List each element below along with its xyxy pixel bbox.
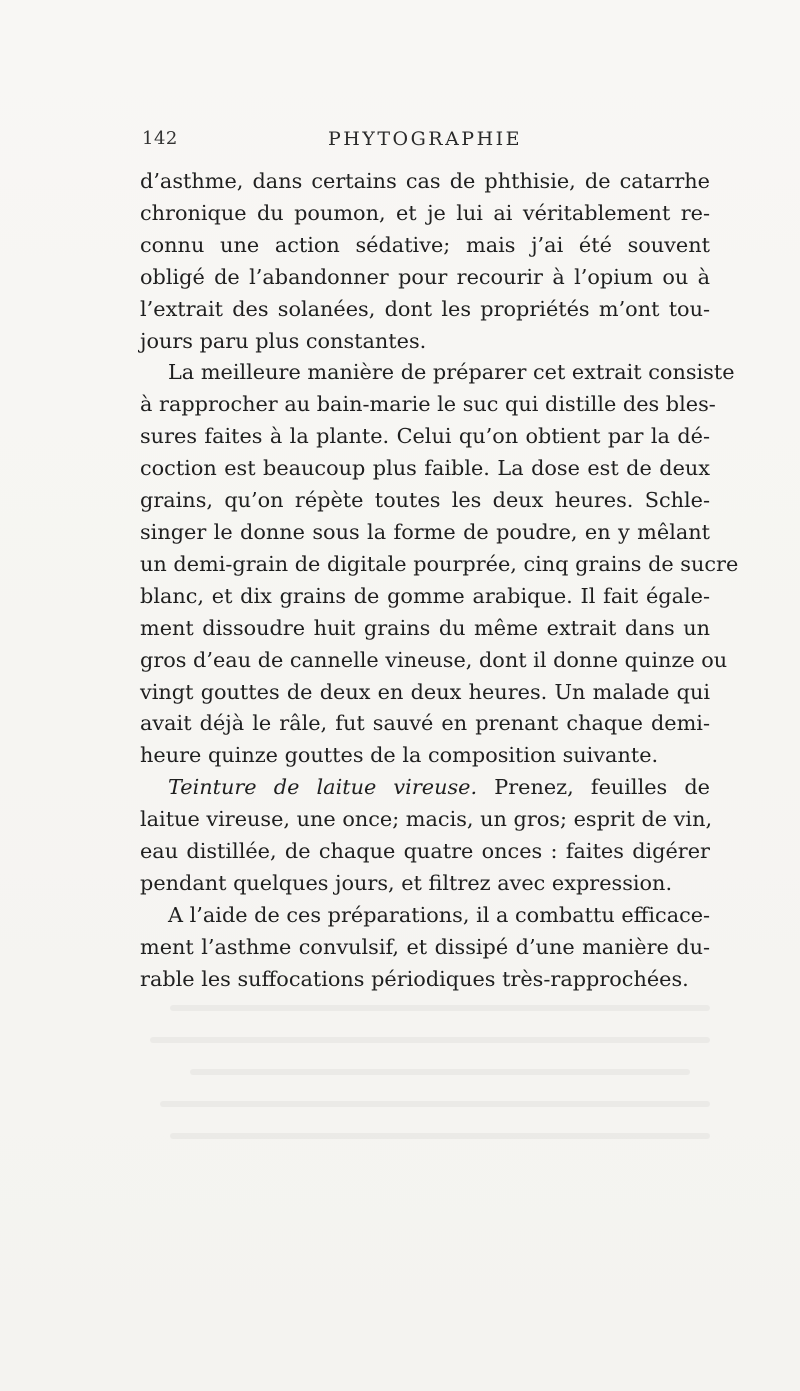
page-number: 142 (142, 128, 178, 149)
text-line: vingt gouttes de deux en deux heures. Un malade qui (140, 679, 710, 704)
text-line: obligé de l’abandonner pour recourir à l’opium ou à (140, 264, 710, 289)
text-line: chronique du poumon, et je lui ai véritablement re- (140, 200, 710, 225)
text-line: singer le donne sous la forme de poudre, en y mêlant (140, 519, 710, 544)
text-line: laitue vireuse, une once; macis, un gros; esprit de vin, (140, 807, 713, 832)
paragraph-3-recipe (140, 772, 713, 900)
paragraph-4 (140, 900, 710, 996)
text-line: La meilleure manière de préparer cet extrait consiste (168, 360, 735, 385)
text-line: d’asthme, dans certains cas de phthisie, de catarrhe (140, 169, 710, 193)
page-header (140, 128, 710, 156)
text-line: heure quinze gouttes de la composition suivante. (140, 743, 659, 768)
text-line: rable les suffocations périodiques très-rapprochées. (140, 966, 689, 991)
text-line: connu une action sédative; mais j’ai été souvent (140, 232, 710, 257)
text-line: un demi-grain de digitale pourprée, cinq grains de sucre (140, 551, 739, 576)
bleed-texture-icon (140, 995, 710, 1155)
text-line: sures faites à la plante. Celui qu’on obtient par la dé- (140, 424, 710, 449)
running-title: PHYTOGRAPHIE (327, 128, 523, 150)
text-line: grains, qu’on répète toutes les deux heures. Schle- (140, 488, 710, 513)
recipe-title: Teinture de laitue vireuse. (168, 775, 478, 800)
text-line: coction est beaucoup plus faible. La dose est de deux (140, 456, 710, 481)
text-line: A l’aide de ces préparations, il a combattu efficace- (168, 902, 711, 927)
paragraph-2 (140, 357, 739, 772)
body-text (140, 166, 739, 996)
text-line: jours paru plus constantes. (140, 328, 427, 353)
show-through-texture (140, 995, 710, 1164)
paragraph-1 (140, 166, 710, 357)
text-line: avait déjà le râle, fut sauvé en prenant chaque demi- (140, 711, 710, 736)
text-line: gros d’eau de cannelle vineuse, dont il donne quinze ou (140, 647, 728, 672)
text-line: ment dissoudre huit grains du même extrait dans un (140, 615, 710, 640)
text-line: blanc, et dix grains de gomme arabique. Il fait égale- (140, 583, 710, 608)
recipe-first-line-rest: Prenez, feuilles de (477, 775, 710, 800)
recipe-first-line (140, 772, 710, 804)
text-line: eau distillée, de chaque quatre onces : faites digérer (140, 839, 710, 864)
text-line: à rapprocher au bain-marie le suc qui distille des bles- (140, 392, 716, 417)
text-line: l’extrait des solanées, dont les propriétés m’ont tou- (140, 296, 710, 321)
text-line: pendant quelques jours, et filtrez avec expression. (140, 870, 673, 895)
text-line: ment l’asthme convulsif, et dissipé d’une manière du- (140, 934, 710, 959)
